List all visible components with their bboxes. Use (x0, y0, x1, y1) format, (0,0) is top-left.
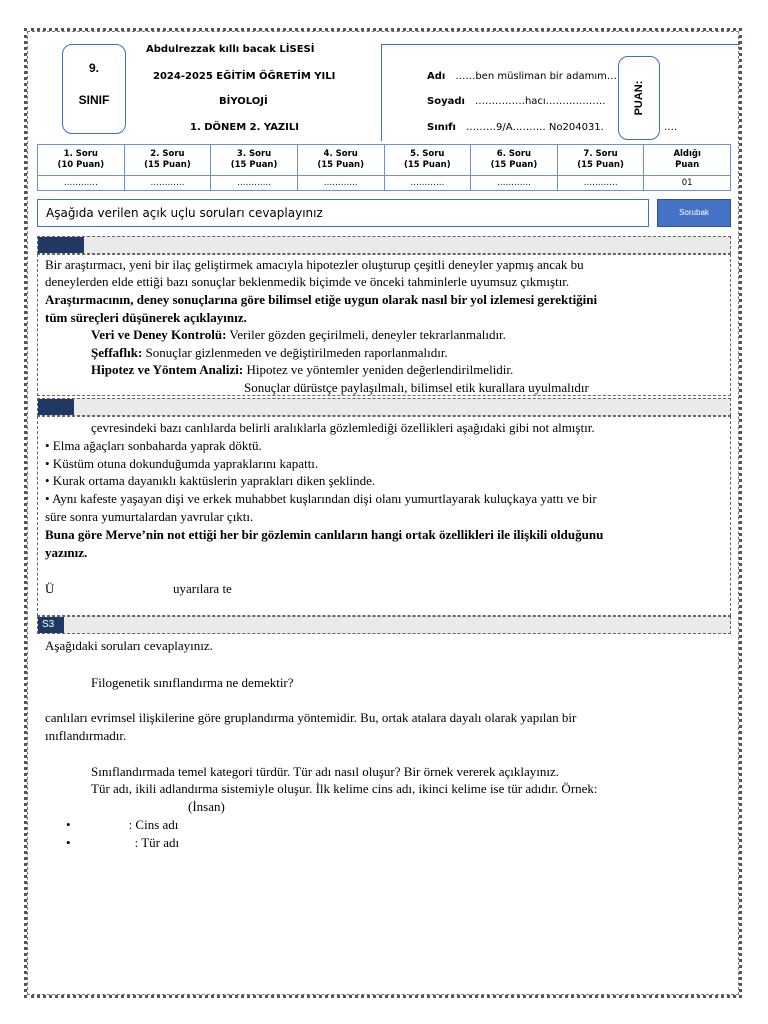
score-header: 5. Soru (15 Puan) (384, 145, 471, 176)
score-header: 6. Soru (15 Puan) (471, 145, 558, 176)
score-cell[interactable]: ………… (297, 176, 384, 191)
score-cell[interactable]: ………… (124, 176, 211, 191)
q2-bullet: süre sonra yumurtalardan yavrular çıktı. (45, 509, 254, 524)
score-cell[interactable]: ………… (471, 176, 558, 191)
name-label: Adı (427, 71, 446, 82)
puan-label: PUAN: (633, 80, 645, 116)
subject: BİYOLOJİ (219, 96, 268, 107)
q1-answer: Hipotez ve Yöntem Analizi: Hipotez ve yöntemler yeniden değerlendirilmelidir. (91, 362, 514, 377)
score-table (37, 144, 731, 191)
q1-tag (38, 237, 84, 253)
q1-header-bar (37, 236, 731, 254)
score-header: 2. Soru (15 Puan) (124, 145, 211, 176)
q2-answer-b: uyarılara te (173, 581, 232, 596)
q1-closing: Sonuçlar dürüstçe paylaşılmalı, bilimsel etik kurallara uyulmalıdır (244, 380, 589, 395)
q2-bullet: • Aynı kafeste yaşayan dişi ve erkek muhabbet kuşlarından dişi olanı yumurtlayarak kuluçkaya yattı ve bir (45, 491, 597, 506)
score-header: 7. Soru (15 Puan) (557, 145, 644, 176)
school-name: Abdulrezzak kıllı bacak LİSESİ (146, 44, 315, 55)
q3-header-bar (37, 616, 731, 634)
q2-answer-a: Ü (45, 581, 55, 596)
grade-label: SINIF (78, 93, 110, 107)
q3-item: • : Tür adı (66, 835, 180, 850)
score-cell[interactable]: ………… (211, 176, 298, 191)
q3-tag: S3 (38, 617, 64, 633)
q2-bullet: • Küstüm otuna dokunduğumda yapraklarını kapattı. (45, 456, 319, 471)
q3-example: (İnsan) (188, 799, 225, 814)
score-header: 1. Soru (10 Puan) (38, 145, 125, 176)
student-name-row (427, 71, 617, 82)
score-header: 3. Soru (15 Puan) (211, 145, 298, 176)
q3-intro: Aşağıdaki soruları cevaplayınız. (45, 638, 213, 653)
surname-label: Soyadı (427, 96, 465, 107)
q2-tag (38, 399, 74, 415)
score-header: 4. Soru (15 Puan) (297, 145, 384, 176)
student-class-row (427, 122, 604, 133)
grade-box (62, 44, 126, 134)
score-cell[interactable]: ………… (557, 176, 644, 191)
q2-question-line: Buna göre Merve’nin not ettiği her bir gözlemin canlıların hangi ortak özellikleri ile ilişkili olduğunu (45, 527, 604, 542)
score-value-row (38, 176, 731, 191)
q1-question-line: Araştırmacının, deney sonuçlarına göre bilimsel etiğe uygun olarak nasıl bir yol izlemesi gerektiğini (45, 292, 598, 307)
surname-value[interactable]: ……………hacı……………… (474, 96, 606, 107)
q3-answer2: Tür adı, ikili adlandırma sistemiyle oluşur. İlk kelime cins adı, ikinci kelime ise tür adıdır. Örnek: (91, 781, 598, 796)
q1-answer: Şeffaflık: Sonuçlar gizlenmeden ve değiştirilmeden raporlanmalıdır. (91, 345, 448, 360)
q3-item: • : Cins adı (66, 817, 179, 832)
name-value[interactable]: ……ben müsliman bir adamım… (455, 71, 617, 82)
score-cell-total[interactable]: 01 (644, 176, 731, 191)
exam-title: 1. DÖNEM 2. YAZILI (190, 122, 299, 133)
q2-bullet: • Kurak ortama dayanıklı kaktüslerin yaprakları diken şeklinde. (45, 473, 376, 488)
q2-bullet: • Elma ağaçları sonbaharda yaprak döktü. (45, 438, 262, 453)
q3-answer1-line: ınıflandırmadır. (45, 728, 127, 743)
q1-text-line: Bir araştırmacı, yeni bir ilaç geliştirmek amacıyla hipotezler oluşturup çeşitli deneyler yapmış ancak bu (45, 257, 584, 272)
q3-sub2: Sınıflandırmada temel kategori türdür. Tür adı nasıl oluşur? Bir örnek vererek açıklayınız. (91, 764, 559, 779)
score-header-row (38, 145, 731, 176)
q2-header-bar (37, 398, 731, 416)
school-year: 2024-2025 EĞİTİM ÖĞRETİM YILI (153, 71, 336, 82)
instruction-box: Aşağıda verilen açık uçlu soruları cevaplayınız (37, 199, 649, 227)
class-label: Sınıfı (427, 122, 456, 133)
q3-sub1: Filogenetik sınıflandırma ne demektir? (91, 675, 294, 690)
puan-box (618, 56, 660, 140)
q2-intro: çevresindeki bazı canlılarda belirli aralıklarla gözlemlediği özellikleri aşağıdaki gibi not almıştır. (91, 420, 595, 435)
class-value[interactable]: ………9/A………. No204031. (465, 122, 604, 133)
q1-question-line: tüm süreçleri düşünerek açıklayınız. (45, 310, 247, 325)
score-cell[interactable]: ………… (38, 176, 125, 191)
info-tail: …. (664, 122, 678, 133)
grade-number: 9. (88, 61, 99, 75)
score-header-total: Aldığı Puan (644, 145, 731, 176)
score-cell[interactable]: ………… (384, 176, 471, 191)
q3-answer1-line: canlıları evrimsel ilişkilerine göre gruplandırma yöntemidir. Bu, ortak atalara dayalı olarak yapılan bir (45, 710, 577, 725)
sorubak-button[interactable]: Sorubak (657, 199, 731, 227)
student-surname-row (427, 96, 606, 107)
q1-text-line: deneylerden elde ettiği bazı sonuçlar beklenmedik biçimde ve önceki tahminlerle uyumsuz çıkmıştır. (45, 274, 570, 289)
q2-question-line: yazınız. (45, 545, 88, 560)
q1-answer: Veri ve Deney Kontrolü: Veriler gözden geçirilmeli, deneyler tekrarlanmalıdır. (91, 327, 506, 342)
